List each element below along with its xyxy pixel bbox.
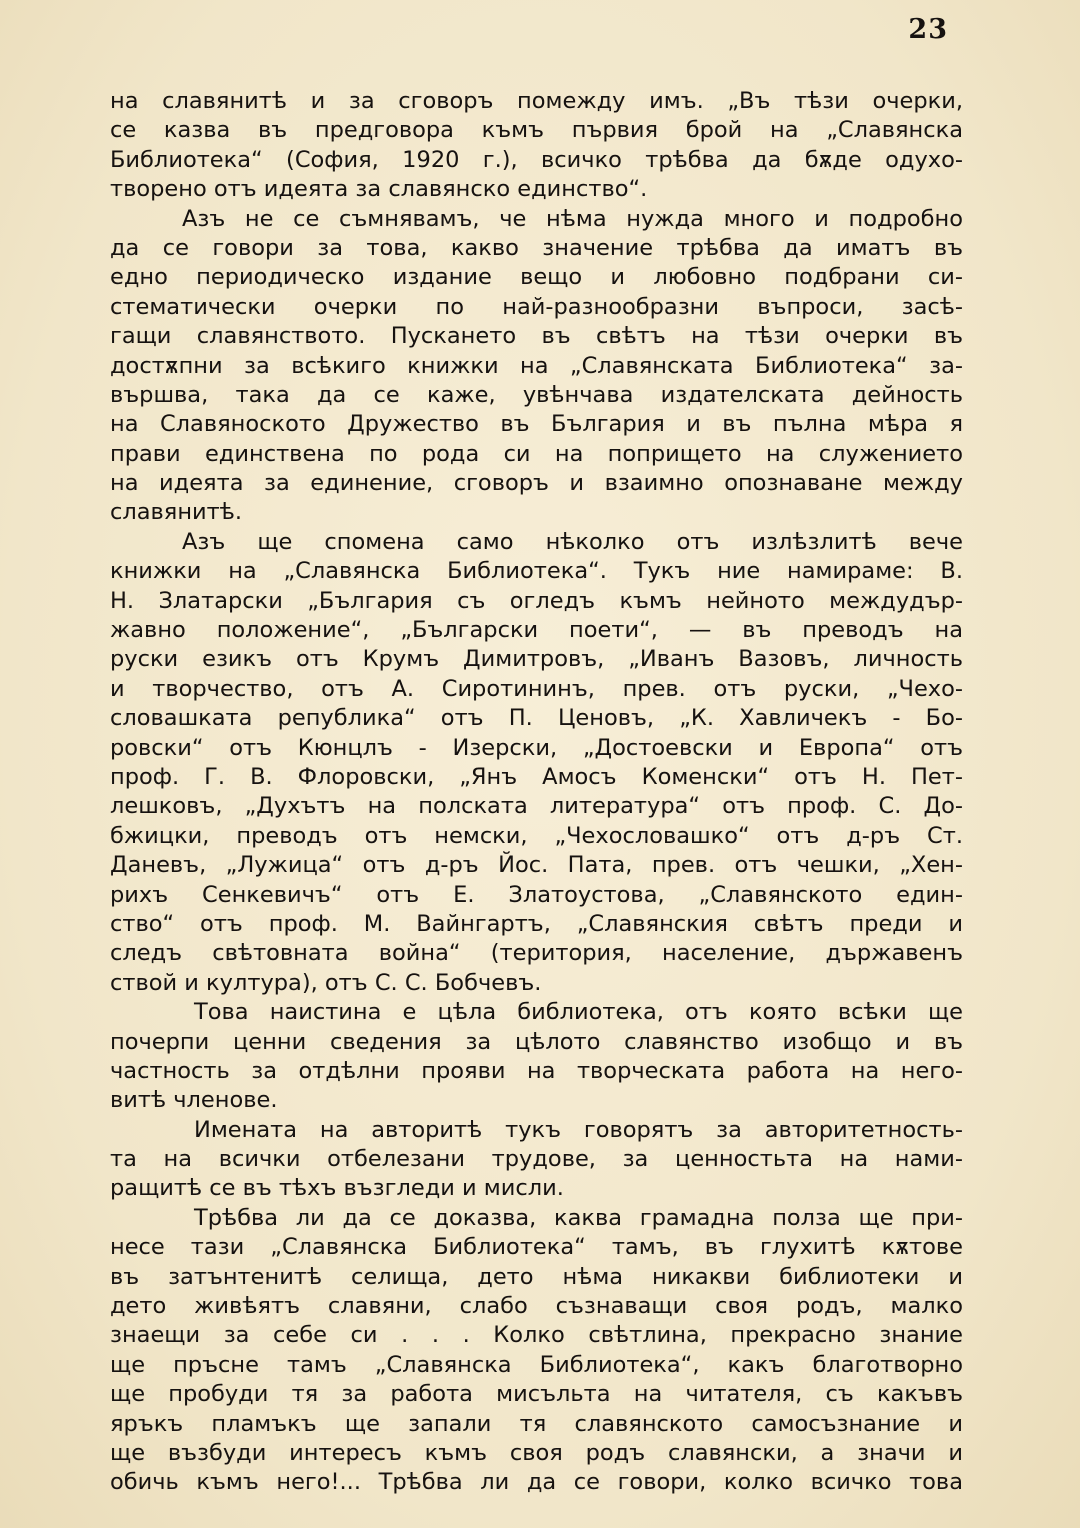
text-line: ращитѣ се въ тѣхъ възгледи и мисли. bbox=[110, 1175, 564, 1202]
text-line: ще пробуди тя за работа мисъльта на читателя, съ какъвъ bbox=[110, 1381, 963, 1408]
text-line: достѫпни за всѣкиго книжки на „Славянската Библиотека“ за- bbox=[110, 352, 963, 379]
text-line: книжки на „Славянска Библиотека“. Тукъ ние намираме: В. bbox=[110, 558, 963, 585]
text-line: жавно положение“, „Български поети“, — въ преводъ на bbox=[110, 617, 963, 644]
body-text bbox=[110, 87, 963, 1498]
paragraph-first-line: Трѣбва ли да се доказва, каква грамадна полза ще при- bbox=[194, 1204, 963, 1231]
text-line: на славянитѣ и за сговоръ помежду имъ. „Въ тѣзи очерки, bbox=[110, 88, 963, 114]
paragraph-first-line: Имената на авторитѣ тукъ говорятъ за авторитетность- bbox=[194, 1116, 963, 1143]
text-line: словашката република“ отъ П. Ценовъ, „К. Хавличекъ - Бо- bbox=[110, 705, 963, 732]
text-line: творено отъ идеята за славянско единство“. bbox=[110, 176, 648, 203]
text-line: гащи славянството. Пускането въ свѣтъ на тѣзи очерки въ bbox=[110, 323, 963, 350]
text-line: въ затънтенитѣ селища, дето нѣма никакви библиотеки и bbox=[110, 1263, 963, 1290]
text-line: стематически очерки по най-разнообразни въпроси, засѣ- bbox=[110, 293, 963, 320]
text-line: дето живѣятъ славяни, слабо съзнаващи своя родъ, малко bbox=[110, 1293, 963, 1320]
paragraph-first-line: Това наистина е цѣла библиотека, отъ която всѣки ще bbox=[194, 999, 963, 1026]
text-line: яръкъ пламъкъ ще запали тя славянското самосъзнание и bbox=[110, 1410, 963, 1437]
paragraph-first-line: Азъ не се съмнявамъ, че нѣма нужда много и подробно bbox=[182, 205, 963, 232]
paragraph-first-line: Азъ ще спомена само нѣколко отъ излѣзлитѣ вече bbox=[182, 528, 963, 555]
text-line: та на всички отбелезани трудове, за ценностьта на нами- bbox=[110, 1146, 963, 1173]
text-line: витѣ членове. bbox=[110, 1087, 278, 1114]
text-line: частность за отдѣлни прояви на творческата работа на него- bbox=[110, 1057, 963, 1084]
text-line: несе тази „Славянска Библиотека“ тамъ, въ глухитѣ кѫтове bbox=[110, 1234, 963, 1261]
text-line: лешковъ, „Духътъ на полската литература“ отъ проф. С. До- bbox=[110, 793, 963, 820]
text-line: едно периодическо издание вещо и любовно подбрани си- bbox=[110, 264, 963, 291]
text-line: обичь къмъ него!... Трѣбва ли да се говори, колко всичко това bbox=[110, 1469, 963, 1496]
text-line: ще възбуди интересъ къмъ своя родъ славянски, а значи и bbox=[110, 1439, 963, 1466]
text-line: Н. Златарски „България съ огледъ къмъ нейното междудър- bbox=[110, 587, 963, 614]
text-line: следъ свѣтовната война“ (територия, население, държавенъ bbox=[110, 940, 963, 967]
text-line: ство“ отъ проф. М. Вайнгартъ, „Славянския свѣтъ преди и bbox=[110, 910, 963, 937]
text-line: да се говори за това, какво значение трѣбва да иматъ въ bbox=[110, 234, 963, 261]
text-line: славянитѣ. bbox=[110, 499, 243, 526]
text-line: се казва въ предговора къмъ първия брой на „Славянска bbox=[110, 117, 963, 144]
text-line: бжицки, преводъ отъ немски, „Чехословашко“ отъ д-ръ Ст. bbox=[110, 822, 963, 849]
text-line: рихъ Сенкевичъ“ отъ Е. Златоустова, „Славянското един- bbox=[110, 881, 963, 908]
text-line: ще пръсне тамъ „Славянска Библиотека“, какъ благотворно bbox=[110, 1351, 963, 1378]
text-line: знаещи за себе си . . . Колко свѣтлина, прекрасно знание bbox=[110, 1322, 963, 1349]
text-line: руски езикъ отъ Крумъ Димитровъ, „Иванъ Вазовъ, личность bbox=[110, 646, 963, 673]
text-line: на Славяноското Дружество въ България и въ пълна мѣра я bbox=[110, 411, 963, 438]
text-line: прави единствена по рода си на попрището на служението bbox=[110, 440, 963, 467]
text-line: ствой и култура), отъ С. С. Бобчевъ. bbox=[110, 969, 542, 996]
text-line: и творчество, отъ А. Сиротининъ, прев. отъ руски, „Чехо- bbox=[110, 675, 963, 702]
text-line: Даневъ, „Лужица“ отъ д-ръ Йос. Пата, прев. отъ чешки, „Хен- bbox=[110, 852, 963, 879]
text-line: вършва, така да се каже, увѣнчава издателската дейность bbox=[110, 381, 963, 408]
text-line: ровски“ отъ Кюнцлъ - Изерски, „Достоевски и Европа“ отъ bbox=[110, 734, 963, 761]
text-line: Библиотека“ (София, 1920 г.), всичко трѣбва да бѫде одухо- bbox=[110, 146, 963, 173]
page-number: 23 bbox=[908, 14, 948, 45]
text-line: почерпи ценни сведения за цѣлото славянство изобщо и въ bbox=[110, 1028, 963, 1055]
text-line: проф. Г. В. Флоровски, „Янъ Амосъ Коменски“ отъ Н. Пет- bbox=[110, 763, 963, 790]
text-line: на идеята за единение, сговоръ и взаимно опознаване между bbox=[110, 470, 963, 497]
